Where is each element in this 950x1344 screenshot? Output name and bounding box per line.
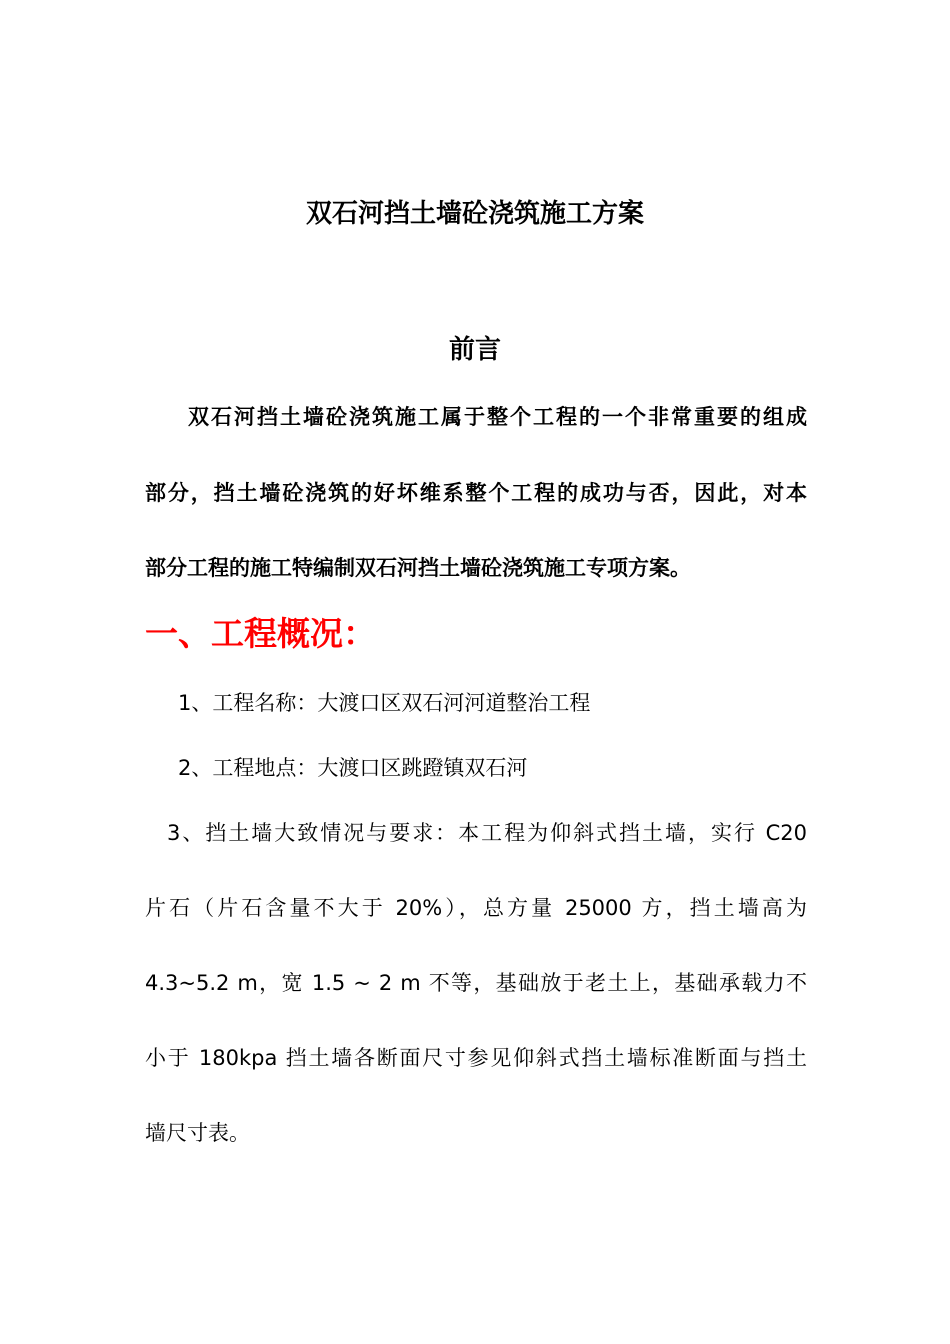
preface-paragraph-line: 部分工程的施工特编制双石河挡土墙砼浇筑施工专项方案。 [145,556,691,580]
overview-item-project-name: 1、工程名称：大渡口区双石河河道整治工程 [178,691,591,715]
overview-item-wall-description-line: 4.3~5.2 m，宽 1.5 ~ 2 m 不等，基础放于老土上，基础承载力不 [145,971,807,995]
overview-item-wall-description-line: 片石（片石含量不大于 20%），总方量 25000 方，挡土墙高为 [145,896,807,920]
preface-paragraph-line: 双石河挡土墙砼浇筑施工属于整个工程的一个非常重要的组成 [188,405,807,429]
overview-item-wall-description-line: 小于 180kpa 挡土墙各断面尺寸参见仰斜式挡土墙标准断面与挡土 [145,1046,807,1070]
overview-item-wall-description-line: 墙尺寸表。 [145,1121,250,1145]
preface-heading: 前言 [448,335,501,365]
document-title: 双石河挡土墙砼浇筑施工方案 [305,199,644,229]
overview-item-wall-description-line: 3、挡土墙大致情况与要求：本工程为仰斜式挡土墙，实行 C20 [167,821,807,845]
preface-paragraph-line: 部分，挡土墙砼浇筑的好坏维系整个工程的成功与否，因此，对本 [145,481,807,505]
section-heading-overview: 一、工程概况： [145,614,376,653]
overview-item-project-location: 2、工程地点：大渡口区跳蹬镇双石河 [178,756,528,780]
